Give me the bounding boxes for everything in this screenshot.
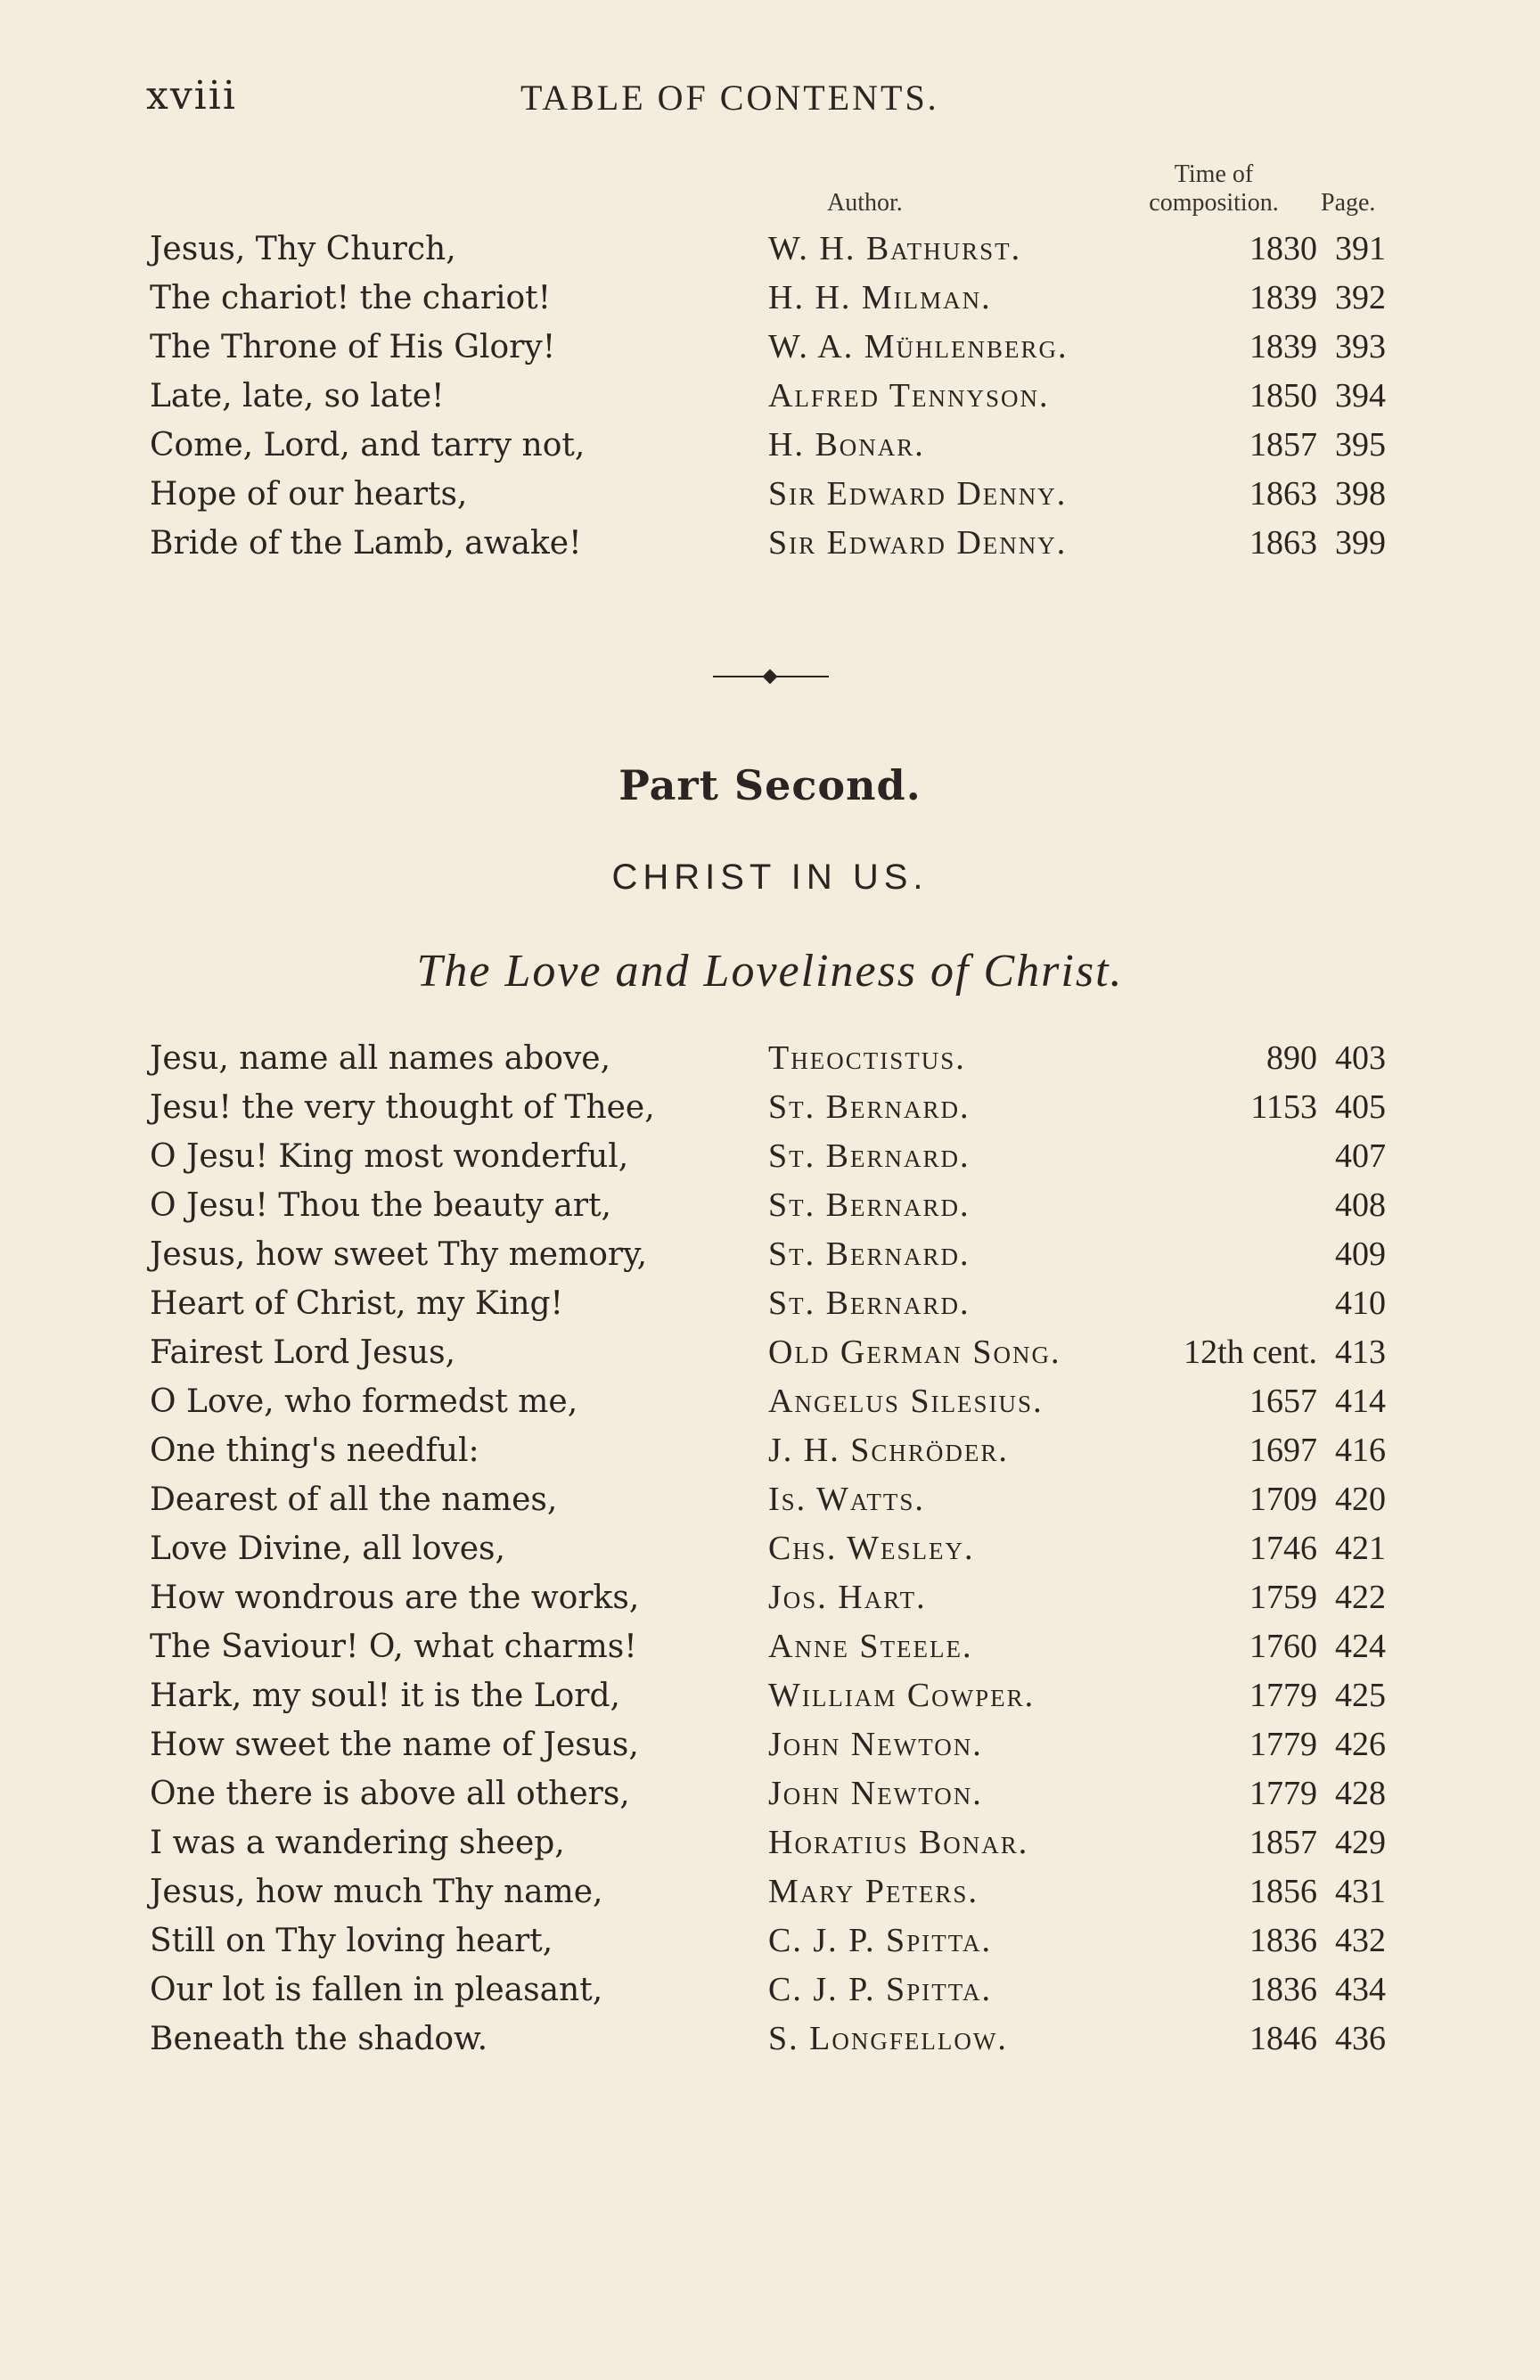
entry-page: 405 [1335,1088,1386,1126]
entry-title: The Throne of His Glory! [150,329,556,365]
toc-entry [0,1083,1540,1132]
entry-author: Angelus Silesius. [768,1383,1044,1420]
entry-page: 398 [1335,475,1386,513]
toc-entry [0,1230,1540,1279]
entry-author: Is. Watts. [768,1481,925,1518]
entry-time: 1760 [1249,1628,1317,1665]
entry-page: 432 [1335,1922,1386,1959]
entry-page: 392 [1335,279,1386,316]
entry-author: H. H. Milman. [768,279,992,316]
toc-entry [0,1867,1540,1916]
entry-page: 391 [1335,230,1386,267]
entry-page: 408 [1335,1186,1386,1224]
entry-time: 1863 [1249,524,1317,562]
entry-title: O Jesu! King most wonderful, [150,1138,629,1175]
entry-page: 429 [1335,1824,1386,1861]
entry-title: Come, Lord, and tarry not, [150,427,586,464]
entry-author: St. Bernard. [768,1186,971,1224]
entry-title: Late, late, so late! [150,378,445,414]
entry-page: 436 [1335,2020,1386,2057]
entry-time: 1657 [1249,1383,1317,1420]
toc-entry [0,1769,1540,1818]
entry-title: Dearest of all the names, [150,1481,558,1518]
toc-entry [0,274,1540,323]
toc-entry [0,1573,1540,1622]
entry-page: 395 [1335,426,1386,464]
entry-author: St. Bernard. [768,1088,971,1126]
toc-entry [0,1328,1540,1377]
divider-diamond [763,669,778,685]
entry-title: The Saviour! O, what charms! [150,1629,637,1665]
toc-entry [0,1426,1540,1475]
entry-author: John Newton. [768,1775,983,1812]
entry-time: 1846 [1249,2020,1317,2057]
toc-entry [0,1671,1540,1720]
entry-page: 403 [1335,1039,1386,1077]
entry-author: Jos. Hart. [768,1579,927,1616]
entry-page: 393 [1335,328,1386,365]
toc-entry [0,470,1540,519]
entry-title: Hark, my soul! it is the Lord, [150,1678,620,1714]
entry-page: 416 [1335,1432,1386,1469]
entry-title: I was a wandering sheep, [150,1825,565,1861]
entry-title: One there is above all others, [150,1776,630,1812]
entry-page: 409 [1335,1235,1386,1273]
entry-time: 12th cent. [1184,1334,1317,1371]
entry-time: 1836 [1249,1971,1317,2008]
entry-time: 1850 [1249,377,1317,414]
entry-time: 1153 [1250,1088,1317,1126]
entry-author: Alfred Tennyson. [768,377,1050,414]
toc-entry [0,1622,1540,1671]
entry-title: How wondrous are the works, [150,1580,640,1616]
entry-time: 1830 [1249,230,1317,267]
entry-time: 1779 [1249,1726,1317,1763]
entry-page: 425 [1335,1677,1386,1714]
toc-entry [0,323,1540,372]
entry-title: Jesus, how much Thy name, [150,1874,603,1910]
entry-author: Horatius Bonar. [768,1824,1029,1861]
page-header [146,73,1412,127]
toc-entry [0,372,1540,421]
column-header-page: Page. [1321,189,1376,217]
entry-title: Fairest Lord Jesus, [150,1334,456,1371]
entry-title: Hope of our hearts, [150,476,468,513]
entry-time: 1779 [1249,1775,1317,1812]
entry-title: Our lot is fallen in pleasant, [150,1972,603,2008]
entry-author: John Newton. [768,1726,983,1763]
entry-page: 399 [1335,524,1386,562]
entry-page: 414 [1335,1383,1386,1420]
entry-title: The chariot! the chariot! [150,280,552,316]
entry-author: St. Bernard. [768,1284,971,1322]
entry-time: 1779 [1249,1677,1317,1714]
toc-entry [0,1720,1540,1769]
entry-author: J. H. Schröder. [768,1432,1009,1469]
entry-time: 1839 [1249,279,1317,316]
toc-entry [0,421,1540,470]
entry-author: W. A. Mühlenberg. [768,328,1069,365]
toc-entry [0,225,1540,274]
entry-title: Beneath the shadow. [150,2021,488,2057]
entry-author: William Cowper. [768,1677,1036,1714]
entry-page: 394 [1335,377,1386,414]
toc-entry [0,1181,1540,1230]
section-heading: CHRIST IN US. [611,858,929,897]
entry-title: Jesus, how sweet Thy memory, [150,1236,648,1273]
entry-page: 431 [1335,1873,1386,1910]
entry-title: One thing's needful: [150,1432,479,1469]
page-number: xviii [146,73,237,119]
entry-author: C. J. P. Spitta. [768,1922,993,1959]
toc-entry [0,1377,1540,1426]
entry-author: H. Bonar. [768,426,925,464]
toc-entry [0,1524,1540,1573]
entry-author: Old German Song. [768,1334,1061,1371]
entry-time: 1759 [1249,1579,1317,1616]
entry-time: 1836 [1249,1922,1317,1959]
entry-author: Sir Edward Denny. [768,475,1068,513]
toc-entry [0,1916,1540,1966]
section-divider-ornament [713,670,829,683]
entry-page: 420 [1335,1481,1386,1518]
toc-entry [0,1818,1540,1867]
entry-page: 422 [1335,1579,1386,1616]
entry-title: Heart of Christ, my King! [150,1285,564,1322]
entry-title: Jesus, Thy Church, [150,231,456,267]
entry-page: 421 [1335,1530,1386,1567]
toc-entry [0,1132,1540,1181]
toc-entry [0,519,1540,568]
entry-time: 1857 [1249,426,1317,464]
subsection-heading: The Love and Loveliness of Christ. [416,946,1124,997]
entry-title: Jesu! the very thought of Thee, [150,1089,655,1126]
column-header-time-line1: Time of [1174,160,1254,188]
entry-title: O Jesu! Thou the beauty art, [150,1187,611,1224]
entry-author: C. J. P. Spitta. [768,1971,993,2008]
entry-time: 1839 [1249,328,1317,365]
entry-title: How sweet the name of Jesus, [150,1727,639,1763]
toc-entry [0,1279,1540,1328]
entry-page: 413 [1335,1334,1386,1371]
entry-title: Jesu, name all names above, [150,1040,611,1077]
column-header-time [1125,160,1303,217]
entry-author: Sir Edward Denny. [768,524,1068,562]
entry-author: Theoctistus. [768,1039,966,1077]
entry-page: 407 [1335,1137,1386,1175]
entry-author: W. H. Bathurst. [768,230,1022,267]
page-title: TABLE OF CONTENTS. [520,78,939,118]
part-heading: Part Second. [618,761,922,809]
entry-time: 1857 [1249,1824,1317,1861]
entry-title: O Love, who formedst me, [150,1383,578,1420]
entry-time: 1709 [1249,1481,1317,1518]
toc-entry [0,1034,1540,1083]
entry-time: 1746 [1249,1530,1317,1567]
column-header-author: Author. [827,189,903,217]
entry-page: 424 [1335,1628,1386,1665]
toc-entry [0,1475,1540,1524]
entry-title: Bride of the Lamb, awake! [150,525,582,562]
entry-time: 1697 [1249,1432,1317,1469]
entry-author: Anne Steele. [768,1628,973,1665]
entry-page: 428 [1335,1775,1386,1812]
entry-time: 1863 [1249,475,1317,513]
entry-author: Chs. Wesley. [768,1530,975,1567]
entry-page: 426 [1335,1726,1386,1763]
entry-author: Mary Peters. [768,1873,979,1910]
entry-author: St. Bernard. [768,1137,971,1175]
entry-time: 1856 [1249,1873,1317,1910]
toc-entry [0,1966,1540,2015]
entry-title: Love Divine, all loves, [150,1531,505,1567]
toc-entry [0,2015,1540,2064]
column-header-time-line2: composition. [1149,189,1279,217]
entry-author: St. Bernard. [768,1235,971,1273]
entry-page: 410 [1335,1284,1386,1322]
entry-author: S. Longfellow. [768,2020,1008,2057]
entry-time: 890 [1266,1039,1317,1077]
entry-page: 434 [1335,1971,1386,2008]
entry-title: Still on Thy loving heart, [150,1923,553,1959]
